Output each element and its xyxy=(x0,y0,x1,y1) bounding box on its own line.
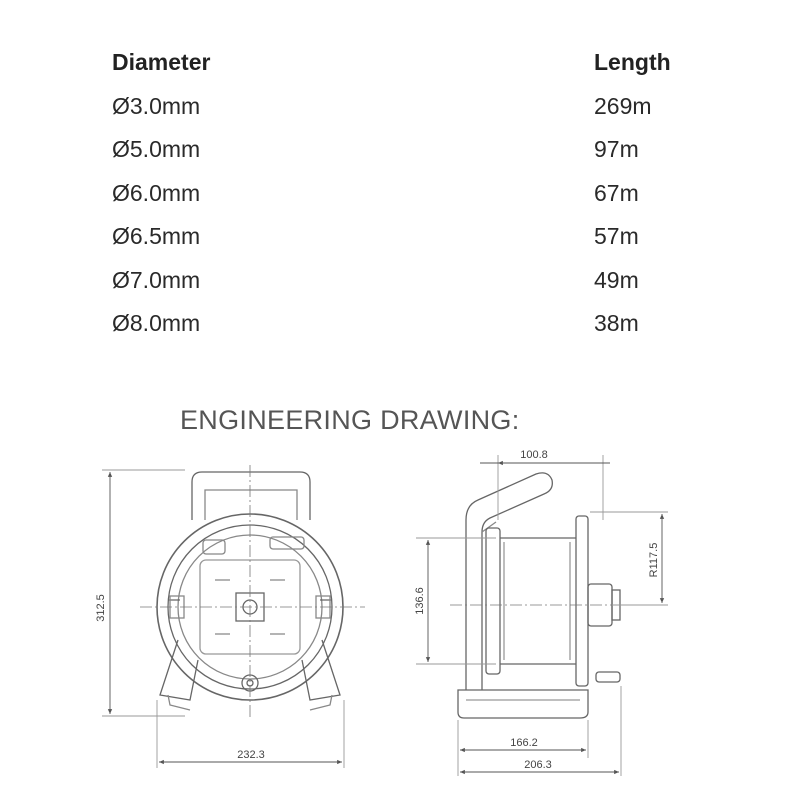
dim-height xyxy=(102,470,185,716)
diameter-header: Diameter xyxy=(112,49,211,75)
dim-front-width-label: 232.3 xyxy=(237,749,265,761)
diameter-value: Ø5.0mm xyxy=(112,136,201,162)
length-value: 57m xyxy=(594,223,639,249)
dim-hub-height-label: 136.6 xyxy=(414,587,426,615)
diameter-value: Ø6.5mm xyxy=(112,223,201,249)
drawing-title: ENGINEERING DRAWING: xyxy=(180,405,520,435)
crank-handle xyxy=(596,672,620,682)
dim-base-depth-outer-label: 206.3 xyxy=(524,759,552,771)
drum-flange-left xyxy=(486,528,500,674)
dim-hub-height xyxy=(416,538,496,664)
dim-radius-label: R117.5 xyxy=(648,542,660,578)
reel-handle xyxy=(192,472,310,520)
dim-top-width-label: 100.8 xyxy=(520,449,548,461)
length-value: 49m xyxy=(594,266,639,293)
length-value: 97m xyxy=(594,136,639,162)
side-stand xyxy=(466,473,552,690)
dim-top-width xyxy=(480,455,610,520)
diameter-value: Ø7.0mm xyxy=(112,266,201,293)
side-view xyxy=(458,473,620,718)
drum-flange-right xyxy=(576,516,588,686)
dim-base-depth-inner-label: 166.2 xyxy=(510,737,538,749)
length-value: 38m xyxy=(594,310,639,336)
length-value: 269m xyxy=(594,92,652,119)
diameter-value: Ø6.0mm xyxy=(112,179,201,206)
length-value: 67m xyxy=(594,179,639,206)
length-header: Length xyxy=(594,49,671,75)
reel-base xyxy=(458,690,588,718)
dim-height-label: 312.5 xyxy=(95,594,107,622)
diameter-value: Ø3.0mm xyxy=(112,92,201,119)
diameter-value: Ø8.0mm xyxy=(112,310,201,336)
